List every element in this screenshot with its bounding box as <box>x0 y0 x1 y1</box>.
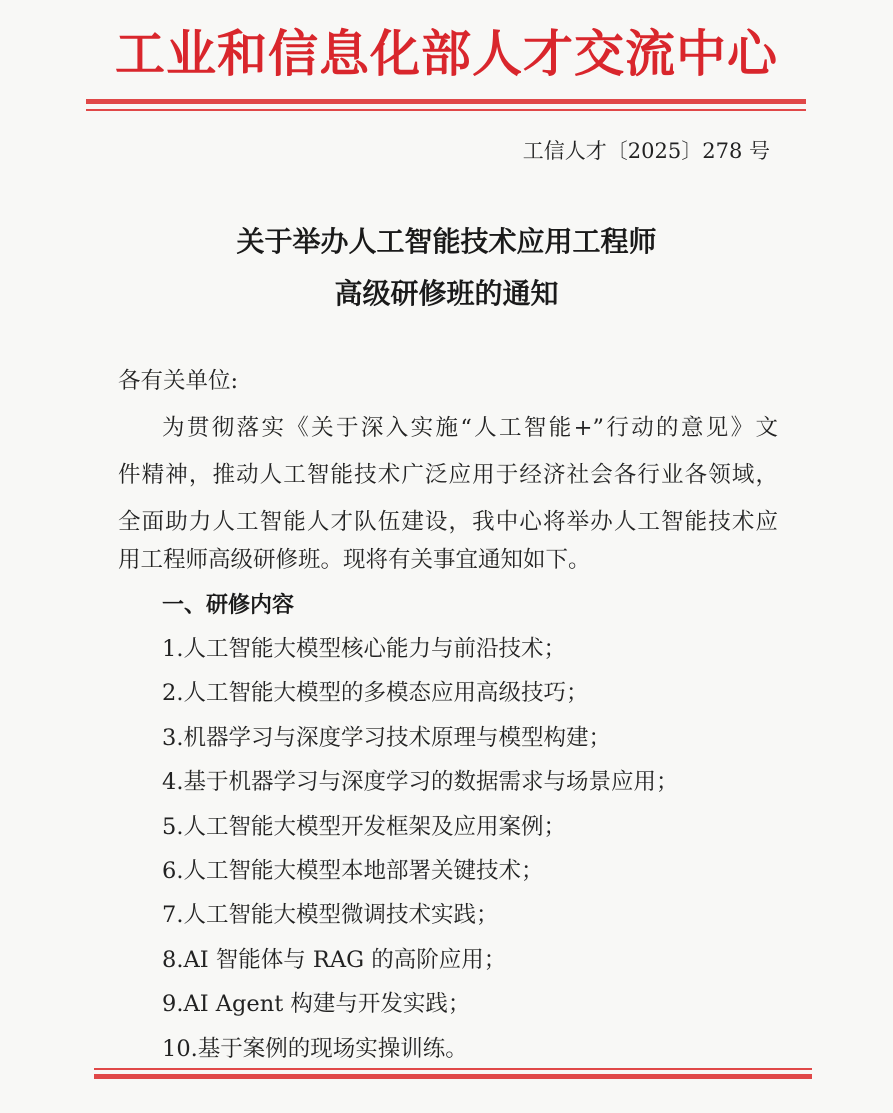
body-line-4: 用工程师高级研修班。现将有关事宜通知如下。 <box>118 547 591 573</box>
footer-rule-thick <box>94 1074 812 1079</box>
body-line-1: 为贯彻落实《关于深入实施“人工智能+”行动的意见》文 <box>162 415 778 441</box>
body-line-3: 全面助力人工智能人才队伍建设，我中心将举办人工智能技术应 <box>118 509 778 535</box>
document-number: 工信人才〔2025〕278 号 <box>522 139 770 163</box>
header-rule-thick <box>86 99 806 104</box>
footer-rule-thin <box>94 1068 812 1070</box>
header-rule-thin <box>86 109 806 111</box>
section-heading: 一、研修内容 <box>162 593 295 618</box>
list-item: 2.人工智能大模型的多模态应用高级技巧； <box>162 680 589 706</box>
list-item: 9.AI Agent 构建与开发实践； <box>162 991 471 1017</box>
list-item: 3.机器学习与深度学习技术原理与模型构建； <box>162 725 611 751</box>
list-item: 10.基于案例的现场实操训练。 <box>162 1036 468 1062</box>
list-item: 6.人工智能大模型本地部署关键技术； <box>162 858 544 884</box>
list-item: 5.人工智能大模型开发框架及应用案例； <box>162 814 566 840</box>
list-item: 7.人工智能大模型微调技术实践； <box>162 902 499 928</box>
document-title-line-1: 关于举办人工智能技术应用工程师 <box>236 225 657 258</box>
organization-header: 工业和信息化部人才交流中心 <box>115 25 778 83</box>
list-item: 1.人工智能大模型核心能力与前沿技术； <box>162 636 566 662</box>
document-title-line-2: 高级研修班的通知 <box>334 277 559 310</box>
list-item: 8.AI 智能体与 RAG 的高阶应用； <box>162 947 507 973</box>
body-line-2: 件精神，推动人工智能技术广泛应用于经济社会各行业各领域， <box>118 462 778 488</box>
salutation: 各有关单位: <box>118 368 239 394</box>
list-item: 4.基于机器学习与深度学习的数据需求与场景应用； <box>162 769 679 795</box>
